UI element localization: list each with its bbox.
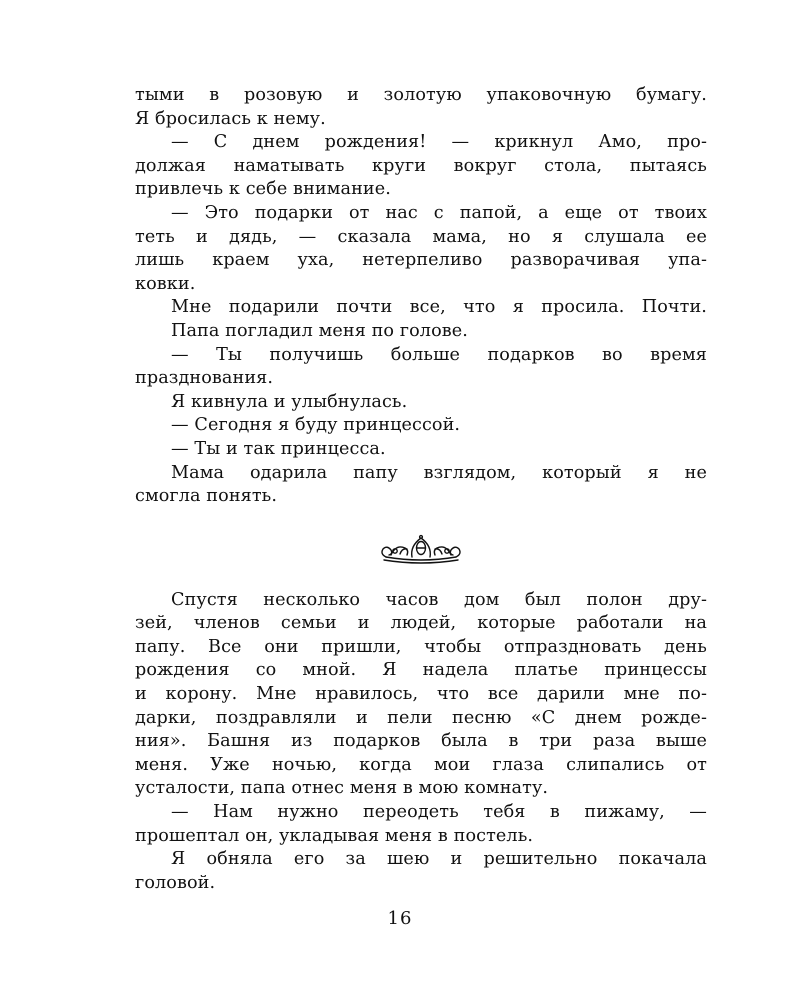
text-line: — Сегодня я буду принцессой. [171,415,461,436]
text-line: лишь краем уха, нетерпеливо разворачивая упа- [135,250,707,271]
text-line: привлечь к себе внимание. [135,179,391,200]
text-line: Спустя несколько часов дом был полон дру- [171,589,707,610]
text-line: меня. Уже ночью, когда мои глаза слипались от [135,754,707,775]
text-section-2 [135,589,707,896]
text-line: — Нам нужно переодеть тебя в пижаму, — [171,802,707,823]
text-line: — С днем рождения! — крикнул Амо, про- [171,132,707,153]
text-line: должая наматывать круги вокруг стола, пытаясь [135,155,707,176]
text-line: рождения со мной. Я надела платье принцессы [135,660,707,681]
text-line: усталости, папа отнес меня в мою комнату. [135,778,549,799]
text-line: — Ты получишь больше подарков во время [171,344,707,365]
text-line: — Ты и так принцесса. [171,438,386,459]
text-line: — Это подарки от нас с папой, а еще от твоих [171,202,707,223]
text-line: прошептал он, укладывая меня в постель. [135,825,534,846]
book-page [135,84,707,895]
text-line: зей, членов семьи и людей, которые работали на [135,613,707,634]
text-line: ковки. [135,273,196,294]
text-line: смогла понять. [135,486,278,507]
text-line: Я кивнула и улыбнулась. [171,391,408,412]
text-line: Мама одарила папу взглядом, который я не [171,462,707,483]
text-line: ния». Башня из подарков была в три раза выше [135,731,707,752]
tiara-icon [376,533,466,567]
text-line: папу. Все они пришли, чтобы отпраздновать день [135,636,707,657]
text-line: дарки, поздравляли и пели песню «С днем рожде- [135,707,707,728]
text-line: тыми в розовую и золотую упаковочную бумагу. [135,85,707,105]
text-line: празднования. [135,368,274,389]
text-line: Мне подарили почти все, что я просила. Почти. [171,297,707,318]
text-line: теть и дядь, — сказала мама, но я слушала ее [135,226,707,247]
text-line: Я бросилась к нему. [135,108,326,129]
text-section-1 [135,84,707,509]
text-line: Папа погладил меня по голове. [171,320,468,341]
text-line: и корону. Мне нравилось, что все дарили мне по- [135,684,707,705]
page-number: 16 [387,908,413,929]
text-line: головой. [135,872,216,893]
text-line: Я обняла его за шею и решительно покачала [171,849,707,870]
